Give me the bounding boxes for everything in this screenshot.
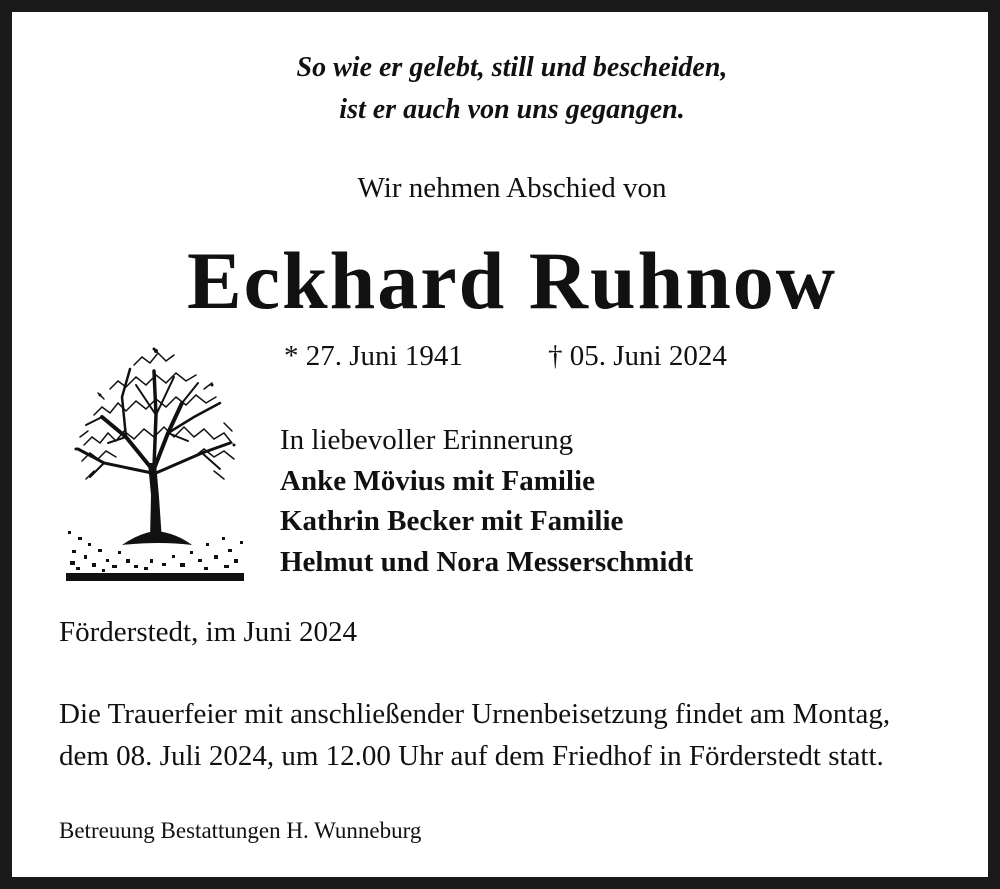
- funeral-info-line-1: Die Trauerfeier mit anschließender Urnenbeisetzung findet am Montag,: [59, 698, 891, 730]
- intro-text: Wir nehmen Abschied von: [357, 172, 667, 204]
- mourner-name: Helmut und Nora Messerschmidt: [280, 545, 694, 578]
- mourner-name: Anke Mövius mit Familie: [280, 464, 595, 497]
- motto-line-1: So wie er gelebt, still und bescheiden,: [296, 52, 728, 83]
- undertaker: Betreuung Bestattungen H. Wunneburg: [59, 818, 422, 843]
- deceased-name: Eckhard Ruhnow: [186, 235, 838, 326]
- place-date: Förderstedt, im Juni 2024: [59, 616, 358, 648]
- motto-line-2: ist er auch von uns gegangen.: [339, 94, 685, 125]
- mourners-intro: In liebevoller Erinnerung: [280, 424, 574, 456]
- tree-icon: [64, 345, 246, 585]
- mourners-block: [280, 420, 693, 582]
- funeral-info-line-2: dem 08. Juli 2024, um 12.00 Uhr auf dem Friedhof in Förderstedt statt.: [59, 740, 884, 772]
- birth-date: * 27. Juni 1941: [284, 340, 463, 372]
- mourner-name: Kathrin Becker mit Familie: [280, 505, 624, 537]
- death-date: † 05. Juni 2024: [548, 340, 727, 372]
